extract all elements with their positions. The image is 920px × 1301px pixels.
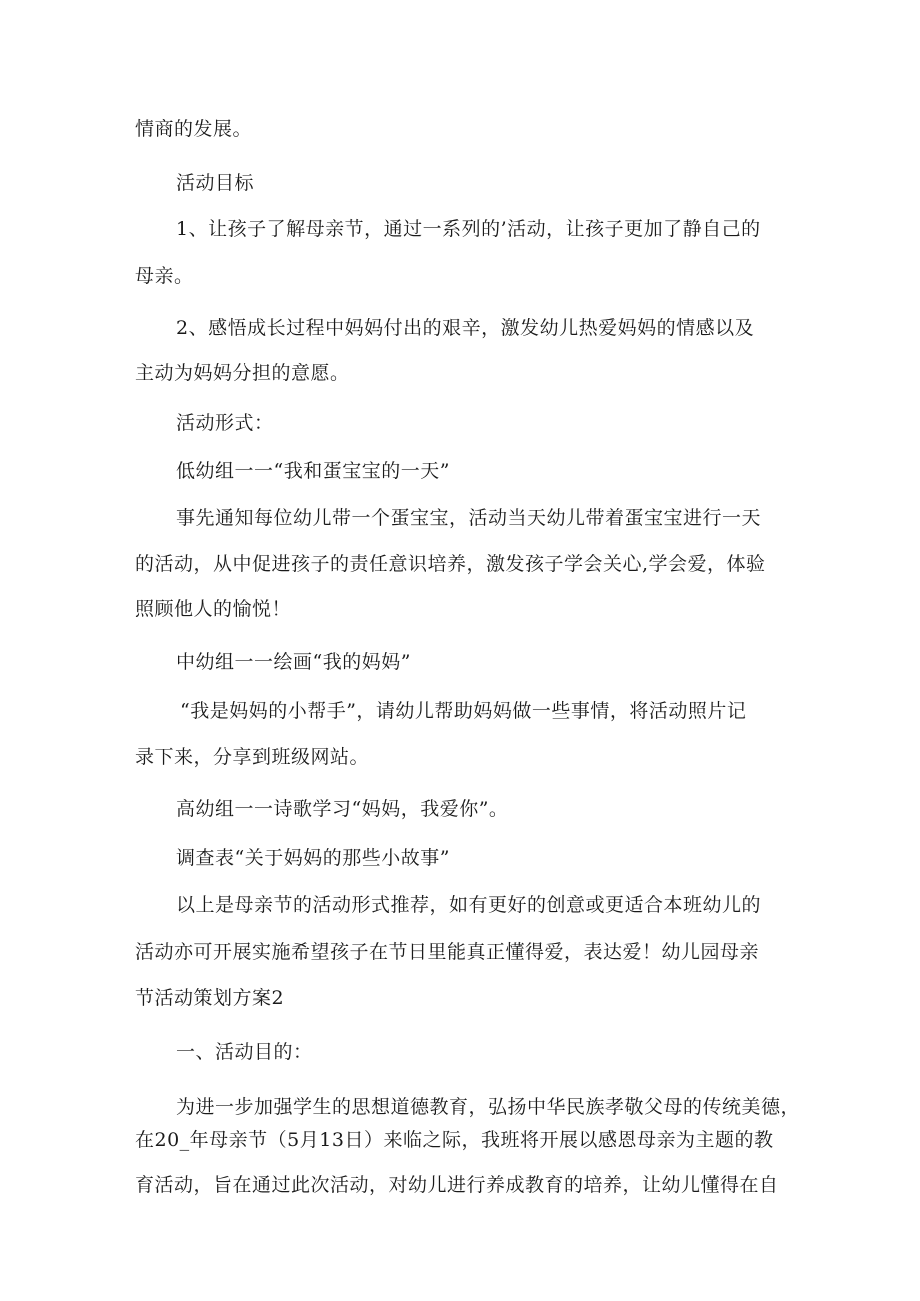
section-heading-activity-purpose: 一、活动目的：	[176, 1041, 313, 1063]
paragraph-line: 育活动，旨在通过此次活动，对幼儿进行养成教育的培养，让幼儿懂得在自	[135, 1174, 779, 1196]
subheading-senior-group: 高幼组一一诗歌学习“妈妈，我爱你”。	[176, 798, 509, 820]
subheading-middle-group: 中幼组一一绘画“我的妈妈”	[176, 651, 411, 673]
paragraph-line: 1、让孩子了解母亲节，通过一系列的’活动，让孩子更加了静自己的	[176, 218, 761, 240]
paragraph-line: 录下来，分享到班级网站。	[135, 746, 370, 768]
paragraph-line: 主动为妈妈分担的意愿。	[135, 362, 350, 384]
paragraph-line: 照顾他人的愉悦！	[135, 598, 292, 620]
paragraph-line: 活动亦可开展实施希望孩子在节日里能真正懂得爱，表达爱！幼儿园母亲	[135, 941, 760, 963]
paragraph-line: 事先通知每位幼儿带一个蛋宝宝，活动当天幼儿带着蛋宝宝进行一天	[176, 507, 762, 529]
paragraph-line: “我是妈妈的小帮手”，请幼儿帮助妈妈做一些事情，将活动照片记	[180, 700, 747, 722]
paragraph-line: 母亲。	[135, 265, 194, 287]
paragraph-line: 情商的发展。	[135, 118, 253, 140]
paragraph-line: 2、感悟成长过程中妈妈付出的艰辛，激发幼儿热爱妈妈的情感以及	[176, 317, 755, 339]
paragraph-line: 在20_年母亲节（5月13日）来临之际，我班将开展以感恩母亲为主题的教	[135, 1129, 774, 1151]
document-title-plan-2: 节活动策划方案2	[135, 987, 285, 1009]
section-heading-activity-format: 活动形式：	[176, 412, 274, 434]
section-heading-activity-goals: 活动目标	[176, 172, 255, 194]
paragraph-line: 以上是母亲节的活动形式推荐，如有更好的创意或更适合本班幼儿的	[176, 894, 762, 916]
paragraph-line: 为进一步加强学生的思想道德教育，弘扬中华民族孝敬父母的传统美德，	[176, 1096, 801, 1118]
paragraph-line: 的活动，从中促进孩子的责任意识培养，激发孩子学会关心,学会爱，体验	[135, 553, 766, 575]
paragraph-line: 调查表“关于妈妈的那些小故事”	[176, 847, 450, 869]
subheading-junior-group: 低幼组一一“我和蛋宝宝的一天”	[176, 460, 450, 482]
